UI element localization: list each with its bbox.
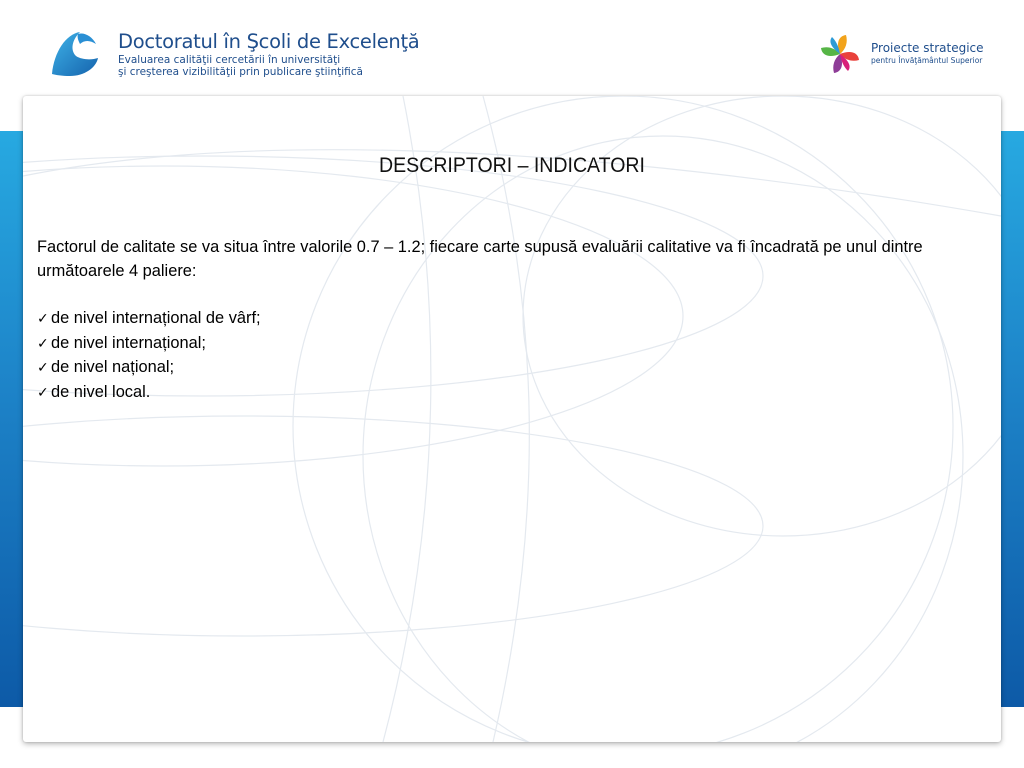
list-item-text: de nivel local. [51,382,151,401]
intro-paragraph [37,236,997,283]
list-item [37,307,261,332]
background-arcs [23,96,1001,742]
list-item [37,356,261,381]
left-brand [118,30,419,78]
slide-title: DESCRIPTORI – INDICATORI [379,154,645,177]
list-item-text: de nivel internațional; [51,333,206,352]
list-item-text: de nivel național; [51,358,175,376]
right-brand-title: Proiecte strategice [871,41,984,55]
brand-subtitle-line2: şi creşterea vizibilităţii prin publicare ştiinţifică [118,66,363,78]
list-item [37,381,261,406]
right-brand [871,41,984,66]
checkmark-icon: ✓ [37,360,49,376]
list-item-text: de nivel internațional de vârf; [51,309,261,327]
wave-logo-icon [50,30,100,76]
header [0,0,1024,96]
left-side-band [0,131,24,707]
checkmark-icon: ✓ [37,335,49,352]
right-brand-subtitle: pentru Învăţământul Superior [871,56,983,65]
brand-title: Doctoratul în Şcoli de Excelenţă [118,30,420,53]
levels-list [37,307,261,405]
right-side-band [1000,131,1024,707]
slide-panel [23,96,1001,742]
checkmark-icon: ✓ [37,311,49,327]
brand-subtitle-line1: Evaluarea calităţii cercetării în universităţi [118,54,341,66]
paragraph-text: Factorul de calitate se va situa între valorile 0.7 – 1.2; fiecare carte supusă evaluării calitative va fi încadrată pe unul dintre următoarele 4 paliere: [37,238,923,280]
list-item [37,332,261,357]
pinwheel-logo-icon [820,34,860,74]
checkmark-icon: ✓ [37,384,49,401]
